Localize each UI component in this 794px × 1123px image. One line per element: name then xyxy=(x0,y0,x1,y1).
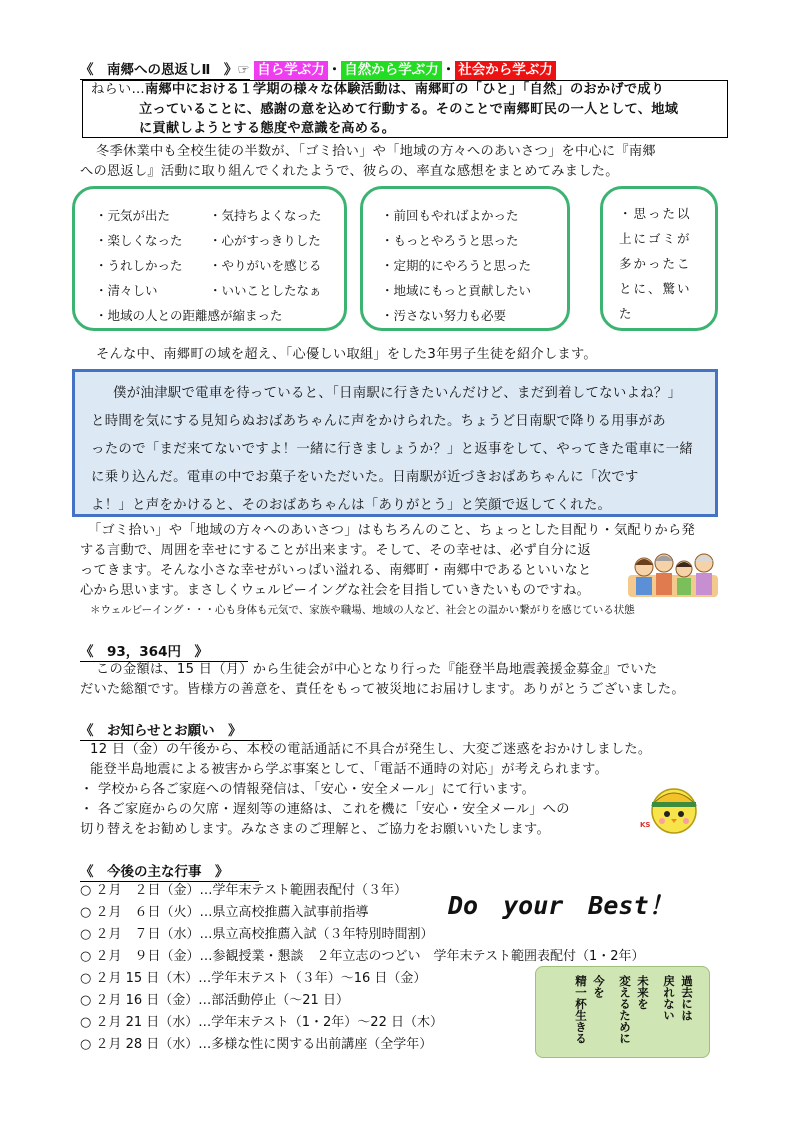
story-line: 僕が油津駅で電車を待っていると、「日南駅に行きたいんだけど、まだ到着してないよね？」 xyxy=(113,386,682,401)
events-title: 《 今後の主な行事 》 xyxy=(80,860,259,882)
feeling-item: ・うれしかった xyxy=(95,258,183,273)
intro-line-1: 冬季休業中も全校生徒の半数が、「ゴミ拾い」や「地域の方々へのあいさつ」を中心に『南郷 xyxy=(96,144,656,159)
reflection-line: 心から思います。まさしくウェルビーイングな社会を目指していきたいものですね。 xyxy=(80,583,591,598)
motivation-item: ・汚さない努力も必要 xyxy=(381,308,507,323)
reflection-line: ってきます。そんな小さな幸せがいっぱい溢れる、南郷町・南郷中であるといいなと xyxy=(80,563,592,578)
poem-line: 戻れない xyxy=(662,975,676,1021)
tag-self-learning: 自ら学ぶ力 xyxy=(254,61,328,80)
slogan-do-your-best: Do your Best！ xyxy=(448,891,674,920)
donation-line-1: この金額は、15 日（月）から生徒会が中心となり行った『能登半島地震義援金募金』でいた xyxy=(96,662,658,677)
aim-box xyxy=(82,80,728,138)
separator: ・ xyxy=(441,62,456,78)
section-title: 《 南郷への恩返しⅡ 》☞ xyxy=(80,58,250,80)
motivation-item: ・定期的にやろうと思った xyxy=(381,258,532,273)
notice-line: 切り替えをお勧めします。みなさまのご理解と、ご協力をお願いいたします。 xyxy=(80,822,550,837)
feelings-col-1 xyxy=(95,203,183,303)
feedback-box-feelings xyxy=(72,186,347,331)
event-item: ○ ２月 ９日（金）…参観授業・懇談 ２年立志のつどい 学年末テスト範囲表配付（1・2年） xyxy=(80,949,645,964)
aim-line-3: に貢献しようとする態度や意識を高める。 xyxy=(139,121,396,136)
aim-line-1 xyxy=(91,80,664,100)
separator: ・ xyxy=(327,62,342,78)
story-line: と時間を気にする見知らぬおばあちゃんに声をかけられた。ちょうど日南駅で降りる用事があ xyxy=(91,414,667,429)
surprise-line: 上にゴミが xyxy=(619,231,692,246)
feeling-item: ・心がすっきりした xyxy=(209,233,321,248)
feeling-item: ・楽しくなった xyxy=(95,233,183,248)
notice-line: 12 日（金）の午後から、本校の電話通話に不具合が発生し、大変ご迷惑をおかけしました。 xyxy=(90,742,652,757)
motivation-item: ・地域にもっと貢献したい xyxy=(381,283,532,298)
event-item: ○ ２月 ７日（水）…県立高校推薦入試（３年特別時間割） xyxy=(80,927,434,942)
event-item: ○ ２月 28 日（水）…多様な性に関する出前講座（全学年） xyxy=(80,1037,433,1052)
poem-line: 過去には xyxy=(680,975,694,1021)
reflection-line: 「ゴミ拾い」や「地域の方々へのあいさつ」はもちろんのこと、ちょっとした目配り・気配りから発 xyxy=(88,523,695,538)
section-heading-nango xyxy=(80,58,556,80)
mascot-icon xyxy=(640,775,702,837)
wellbeing-footnote: ＊ウェルビーイング・・・心も身体も元気で、家族や職場、地域の人など、社会との温かい繋がりを感じている状態 xyxy=(90,604,635,616)
motivation-item: ・もっとやろうと思った xyxy=(381,233,519,248)
surprise-line: 多かったこ xyxy=(619,256,692,271)
donation-line-2: だいた総額です。皆様方の善意を、責任をもって被災地にお届けします。ありがとうございました。 xyxy=(80,682,685,697)
poem-box xyxy=(535,966,710,1058)
section-heading-events xyxy=(80,860,259,882)
notice-line: ・ 各ご家庭からの欠席・遅刻等の連絡は、これを機に「安心・安全メール」への xyxy=(80,802,570,817)
event-item: ○ ２月 21 日（水）…学年末テスト（1・2年）～22 日（木） xyxy=(80,1015,443,1030)
event-item: ○ ２月 15 日（木）…学年末テスト（３年）～16 日（金） xyxy=(80,971,427,986)
feeling-item: ・気持ちよくなった xyxy=(209,208,322,223)
surprise-line: ・思った以 xyxy=(619,206,692,221)
feeling-item: ・やりがいを感じる xyxy=(209,258,322,273)
motivation-list xyxy=(381,203,531,328)
feeling-item: ・地域の人との距離感が縮まった xyxy=(95,308,283,323)
poem-line: 精一杯生きる xyxy=(574,975,588,1044)
mascot-label: KS xyxy=(640,821,651,829)
notice-line: ・ 学校から各ご家庭への情報発信は、「安心・安全メール」にて行います。 xyxy=(80,782,536,797)
surprise-line: た xyxy=(619,306,634,321)
story-line: ったので「まだ来てないですよ！一緒に行きましょうか？」と返事をして、やってきた電車に一緒 xyxy=(91,442,694,457)
event-item: ○ ２月 ２日（金）…学年末テスト範囲表配付（３年） xyxy=(80,883,407,898)
section-heading-donation xyxy=(80,640,248,662)
donation-amount: 《 93，364円 》 xyxy=(80,640,248,662)
feelings-col-2 xyxy=(209,203,322,303)
feeling-item: ・いいことしたなぁ xyxy=(209,283,322,298)
motivation-item: ・前回もやればよかった xyxy=(381,208,519,223)
notice-title: 《 お知らせとお願い 》 xyxy=(80,719,272,741)
tag-nature-learning: 自然から学ぶ力 xyxy=(341,61,442,80)
feedback-box-surprise xyxy=(600,186,718,331)
story-intro: そんな中、南郷町の域を超え、「心優しい取組」をした3年男子生徒を紹介します。 xyxy=(96,347,597,362)
story-line: に乗り込んだ。電車の中でお菓子をいただいた。日南駅が近づきおばあちゃんに「次です xyxy=(91,470,639,485)
feeling-item: ・清々しい xyxy=(95,283,158,298)
surprise-text xyxy=(619,201,692,326)
notice-line: 能登半島地震による被害から学ぶ事案として、「電話不通時の対応」が考えられます。 xyxy=(90,762,609,777)
story-line: よ！」と声をかけると、そのおばあちゃんは「ありがとう」と笑顔で返してくれた。 xyxy=(91,498,612,513)
aim-text-1: 南郷中における１学期の様々な体験活動は、南郷町の「ひと」「自然」のおかげで成り xyxy=(144,82,665,97)
aim-label: ねらい… xyxy=(91,82,145,97)
family-illustration xyxy=(628,545,718,597)
poem-line: 未来を xyxy=(636,975,650,1010)
feeling-item: ・元気が出た xyxy=(95,208,171,223)
aim-line-2: 立っていることに、感謝の意を込めて行動する。そのことで南郷町民の一人として、地域 xyxy=(139,102,679,117)
surprise-line: とに、驚い xyxy=(619,281,692,296)
event-item: ○ ２月 16 日（金）…部活動停止（～21 日） xyxy=(80,993,349,1008)
poem-line: 今を xyxy=(592,975,606,998)
intro-line-2: への恩返し』活動に取り組んでくれたようで、彼らの、率直な感想をまとめてみました。 xyxy=(80,164,619,179)
section-heading-notice xyxy=(80,719,272,741)
tag-society-learning: 社会から学ぶ力 xyxy=(455,61,556,80)
feedback-box-motivation xyxy=(360,186,570,331)
reflection-line: する言動で、周囲を幸せにすることが出来ます。そして、その幸せは、必ず自分に返 xyxy=(80,543,591,558)
student-story-box xyxy=(72,369,718,517)
poem-line: 変えるために xyxy=(618,975,632,1044)
event-item: ○ ２月 ６日（火）…県立高校推薦入試事前指導 xyxy=(80,905,369,920)
